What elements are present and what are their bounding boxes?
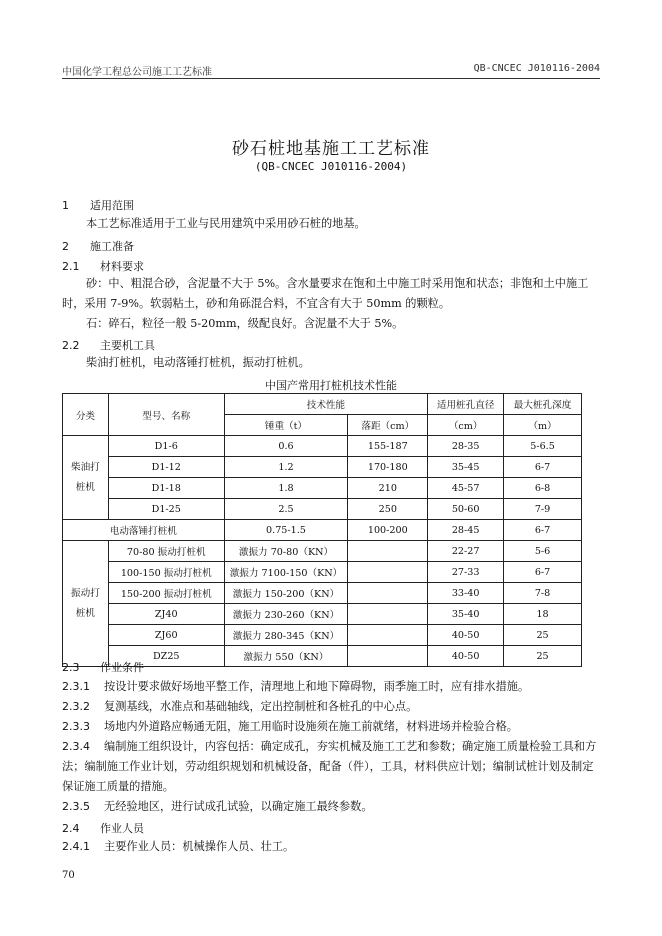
table-cell: 7-9: [504, 499, 582, 520]
table-cell: 40-50: [428, 646, 504, 667]
col-header-model: 型号、名称: [108, 394, 224, 436]
table-row: [63, 499, 582, 520]
document-title: 砂石桩地基施工工艺标准: [232, 139, 430, 159]
table-cell: [348, 583, 428, 604]
table-cell: D1-12: [108, 457, 224, 478]
table-row: [63, 478, 582, 499]
running-header-left: 中国化学工程总公司施工工艺标准: [62, 67, 212, 78]
table-cell: 22-27: [428, 541, 504, 562]
table-row: [63, 562, 582, 583]
table-caption: 中国产常用打桩机技术性能: [265, 379, 397, 392]
table-cell: 1.2: [224, 457, 348, 478]
table-cell: 210: [348, 478, 428, 499]
table-cell: 电动落锤打桩机: [63, 520, 225, 541]
table-cell: 2.5: [224, 499, 348, 520]
table-row: [63, 457, 582, 478]
table-row: [63, 625, 582, 646]
table-cell: 45-57: [428, 478, 504, 499]
table-row: [63, 541, 582, 562]
table-cell: ZJ40: [108, 604, 224, 625]
section-2-3-1: 2.3.1 按设计要求做好场地平整工作，清理地上和地下障碍物，雨季施工时，应有排水措施。: [62, 680, 530, 693]
table-cell: 7-8: [504, 583, 582, 604]
table-cell: 0.75-1.5: [224, 520, 348, 541]
section-2-4-1: 2.4.1 主要作业人员：机械操作人员、壮工。: [62, 840, 295, 853]
col-header-category: 分类: [63, 394, 109, 436]
table-cell: 激振力 70-80（KN）: [224, 541, 348, 562]
table-cell: 33-40: [428, 583, 504, 604]
section-2-3-4: 2.3.4 编制施工组织设计，内容包括：确定成孔，夯实机械及施工工艺和参数；确定施工质量检验工具和方法；编制施工作业计划，劳动组织规划和机械设备，配备（件），工具，材料供应计划；编制试桩计划及制定保证施工质量的措施。: [62, 740, 597, 793]
table-cell: D1-6: [108, 436, 224, 457]
document-code: (QB-CNCEC J010116-2004): [254, 160, 408, 173]
table-cell: [348, 625, 428, 646]
table-cell: 100-150 振动打桩机: [108, 562, 224, 583]
table-cell: 40-50: [428, 625, 504, 646]
running-header-right: QB-CNCEC J010116-2004: [473, 63, 600, 74]
table-cell: [348, 604, 428, 625]
table-cell: 50-60: [428, 499, 504, 520]
table-cell: 6-7: [504, 520, 582, 541]
table-cell: 6-7: [504, 562, 582, 583]
header-rule: [62, 78, 600, 79]
table-cell: 70-80 振动打桩机: [108, 541, 224, 562]
section-2-4-heading: 2.4 作业人员: [62, 822, 144, 835]
page-number: 70: [62, 870, 75, 881]
category-diesel: 柴油打 桩机: [63, 436, 109, 520]
table-cell: 35-45: [428, 457, 504, 478]
section-2-2-text: 柴油打桩机，电动落锤打桩机，振动打桩机。: [86, 356, 310, 369]
col-header-drop: 落距（cm）: [348, 415, 428, 436]
table-cell: 250: [348, 499, 428, 520]
col-header-hammer: 锤重（t）: [224, 415, 348, 436]
table-cell: 25: [504, 646, 582, 667]
table-cell: 100-200: [348, 520, 428, 541]
table-cell: 激振力 230-260（KN）: [224, 604, 348, 625]
section-2-3-3: 2.3.3 场地内外道路应畅通无阻，施工用临时设施须在施工前就绪，材料进场并检验合格。: [62, 720, 518, 733]
table-cell: 28-45: [428, 520, 504, 541]
col-header-diameter-unit: （cm）: [428, 415, 504, 436]
col-header-diameter: 适用桩孔直径: [428, 394, 504, 415]
table-cell: 激振力 280-345（KN）: [224, 625, 348, 646]
section-2-1-stone: 石：碎石，粒径一般 5-20mm，级配良好。含泥量不大于 5%。: [86, 317, 404, 330]
table-cell: [348, 541, 428, 562]
table-row: [63, 604, 582, 625]
table-cell: 0.6: [224, 436, 348, 457]
table-cell: 170-180: [348, 457, 428, 478]
col-header-performance: 技术性能: [224, 394, 428, 415]
table-cell: 35-40: [428, 604, 504, 625]
section-2-2-heading: 2.2 主要机工具: [62, 339, 155, 352]
table-cell: D1-25: [108, 499, 224, 520]
table-cell: 28-35: [428, 436, 504, 457]
table-cell: 6-7: [504, 457, 582, 478]
table-row: [63, 520, 582, 541]
table-row: [63, 436, 582, 457]
table-cell: 150-200 振动打桩机: [108, 583, 224, 604]
category-vibratory: 振动打 桩机: [63, 541, 109, 667]
table-cell: 激振力 7100-150（KN）: [224, 562, 348, 583]
table-cell: 5-6.5: [504, 436, 582, 457]
section-2-3-5: 2.3.5 无经验地区，进行试成孔试验，以确定施工最终参数。: [62, 800, 373, 813]
table-row: [63, 583, 582, 604]
section-2-heading: 2 施工准备: [62, 240, 134, 253]
table-cell: 155-187: [348, 436, 428, 457]
table-cell: ZJ60: [108, 625, 224, 646]
section-1-text: 本工艺标准适用于工业与民用建筑中采用砂石桩的地基。: [86, 217, 366, 230]
table-cell: D1-18: [108, 478, 224, 499]
table-cell: 5-6: [504, 541, 582, 562]
table-cell: 18: [504, 604, 582, 625]
pile-driver-table: [62, 393, 582, 667]
col-header-depth: 最大桩孔深度: [504, 394, 582, 415]
section-1-heading: 1 适用范围: [62, 199, 134, 212]
section-2-3-2: 2.3.2 复测基线，水准点和基础轴线，定出控制桩和各桩孔的中心点。: [62, 700, 418, 713]
table-cell: DZ25: [108, 646, 224, 667]
table-cell: 激振力 550（KN）: [224, 646, 348, 667]
table-cell: [348, 562, 428, 583]
col-header-depth-unit: （m）: [504, 415, 582, 436]
table-cell: 25: [504, 625, 582, 646]
section-2-3-heading: 2.3 作业条件: [62, 661, 144, 674]
table-cell: 激振力 150-200（KN）: [224, 583, 348, 604]
section-2-1-sand: 砂：中、粗混合砂，含泥量不大于 5%。含水量要求在饱和土中施工时采用饱和状态；非饱和土中施工时，采用 7-9%。软弱粘土，砂和角砾混合料，不宜含有大于 50mm 的颗粒。: [62, 277, 589, 310]
table-cell: 27-33: [428, 562, 504, 583]
table-cell: 1.8: [224, 478, 348, 499]
table-cell: 6-8: [504, 478, 582, 499]
table-cell: [348, 646, 428, 667]
section-2-1-heading: 2.1 材料要求: [62, 260, 144, 273]
